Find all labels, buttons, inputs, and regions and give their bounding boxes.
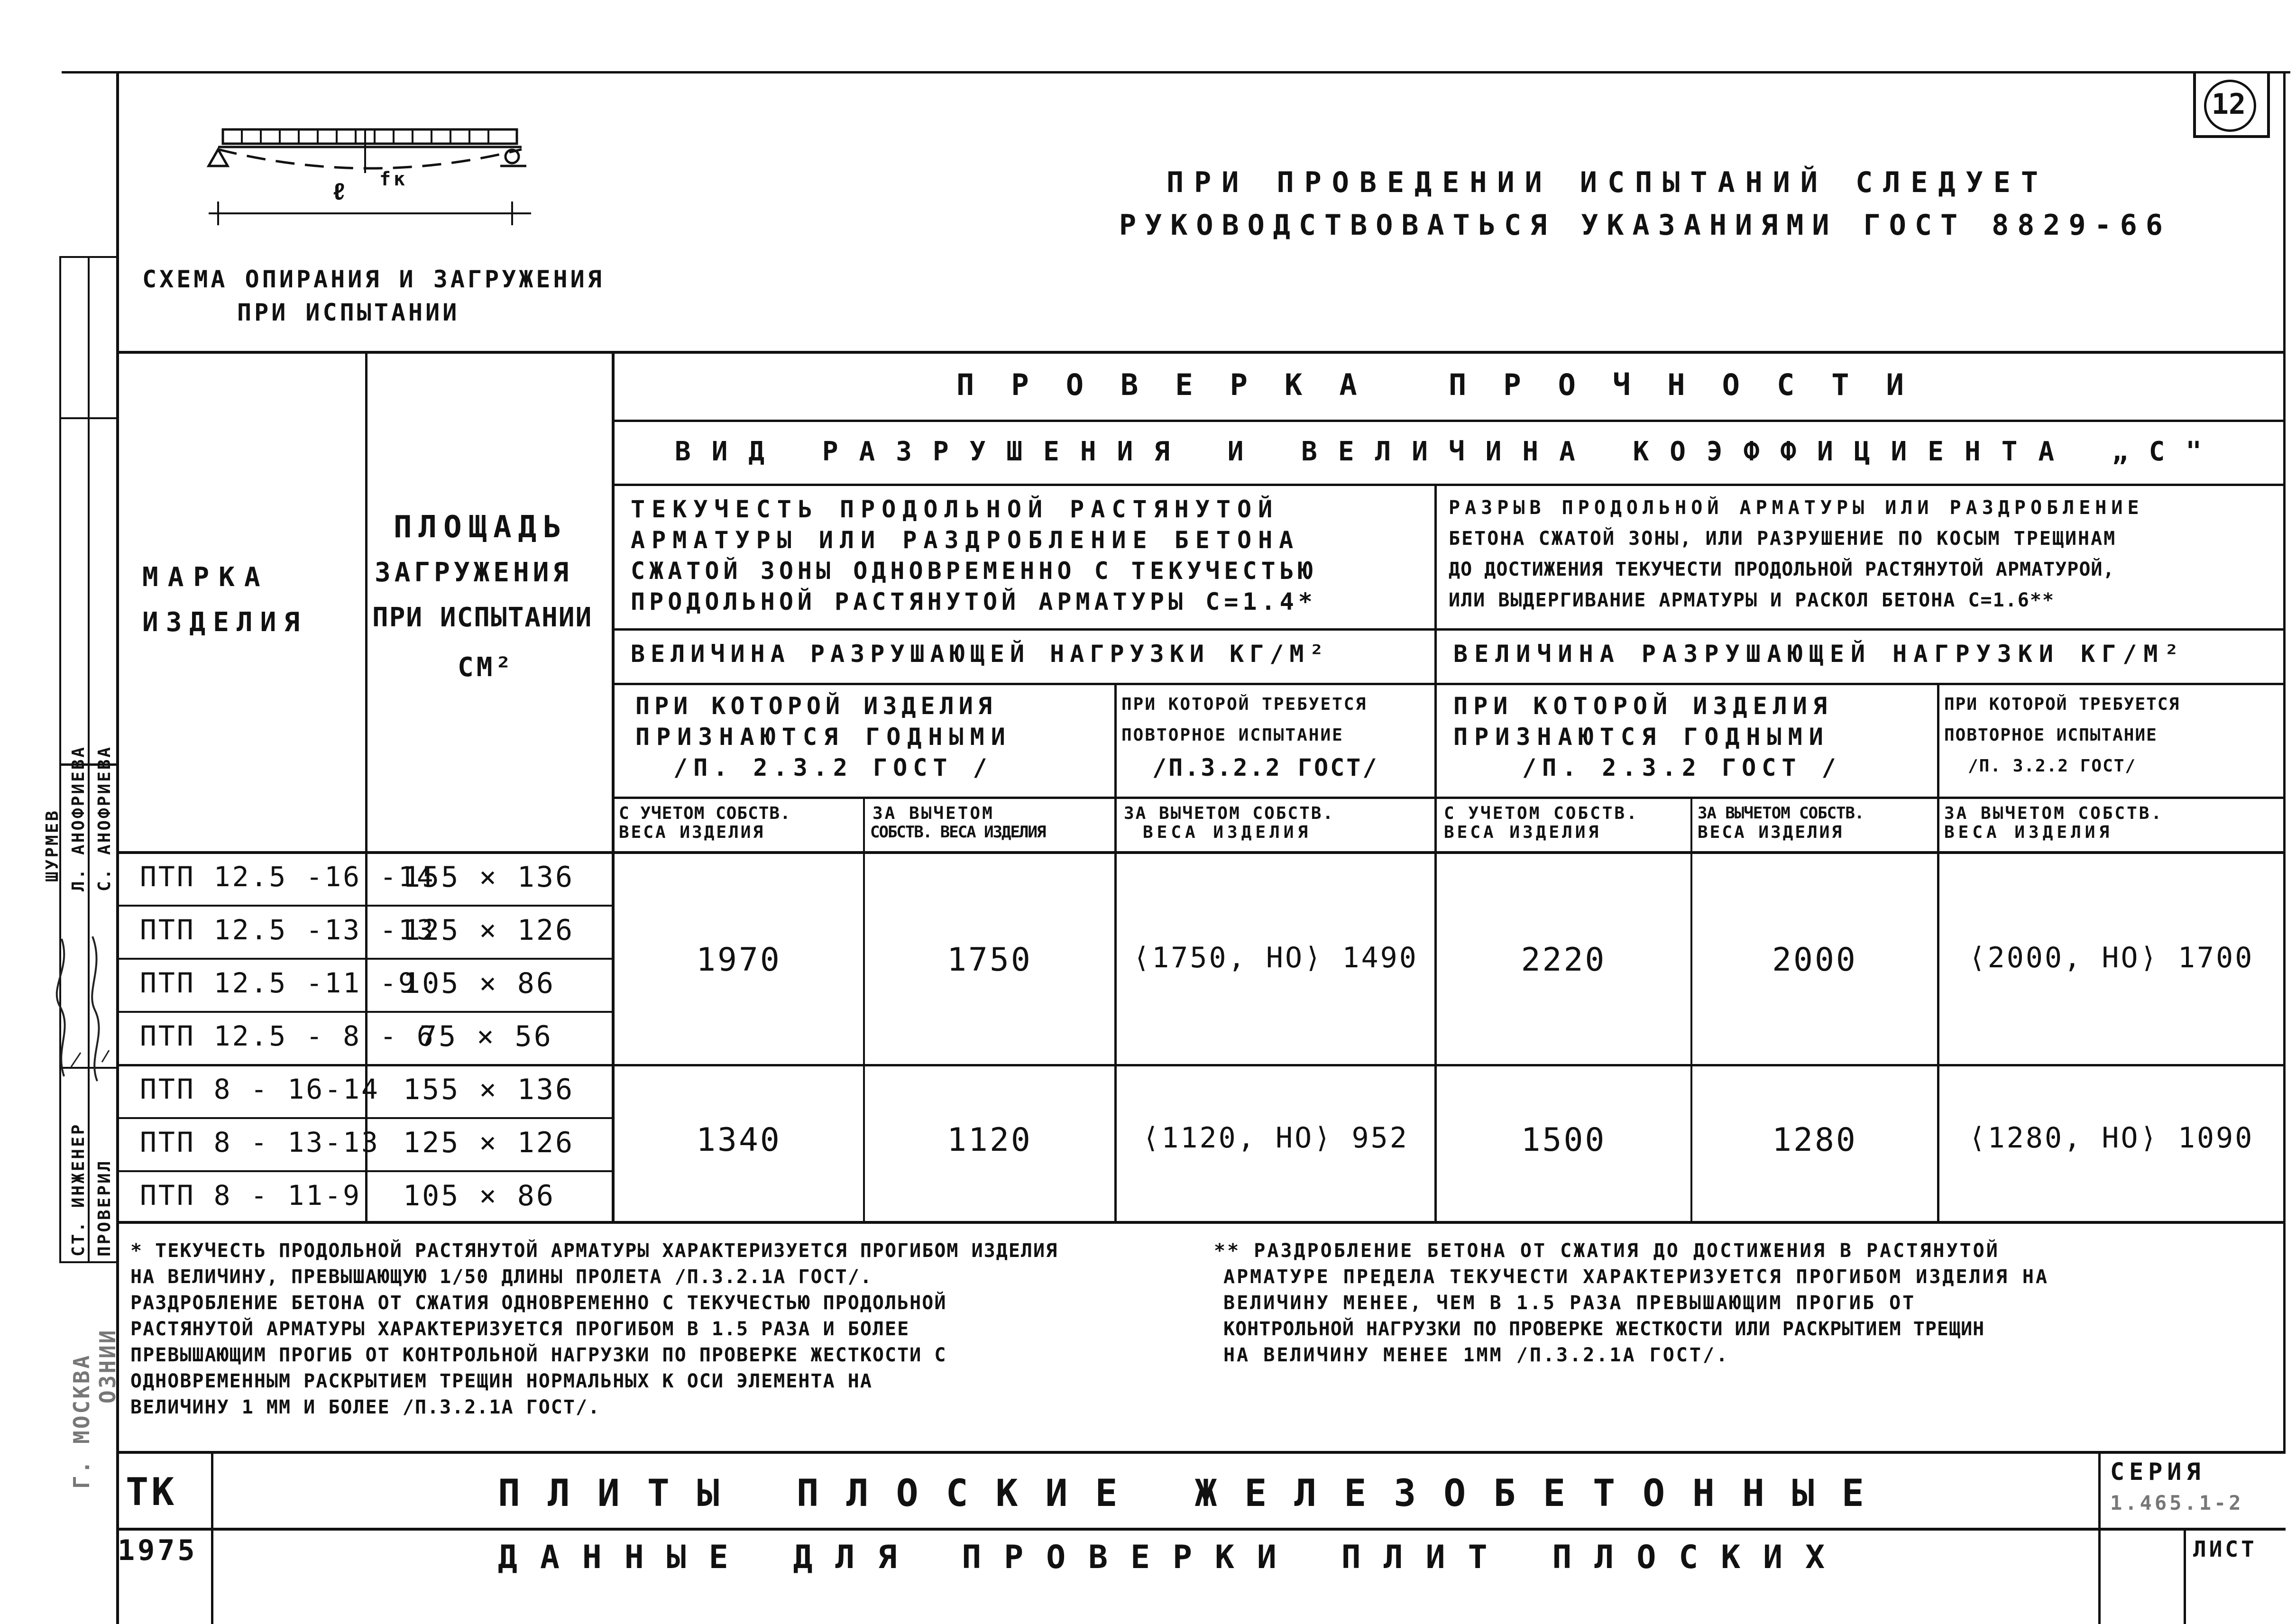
col-area-header-3: ПРИ ИСПЫТАНИИ [372, 602, 593, 633]
col-area-header-4: СМ² [458, 652, 514, 683]
scheme-caption-line2: ПРИ ИСПЫТАНИИ [237, 299, 460, 326]
signature-image [45, 925, 116, 1091]
right-border-top [2283, 71, 2286, 1451]
group-divider [116, 1064, 2286, 1066]
table-row-area: 125 × 126 [403, 1126, 575, 1159]
stamp-series-label: СЕРИЯ [2110, 1458, 2205, 1486]
col-area-header-1: ПЛОЩАДЬ [394, 510, 568, 545]
table-row-mark: ПТП 12.5 -13 -13 [140, 914, 435, 946]
stamp-title: ПЛИТЫ ПЛОСКИЕ ЖЕЛЕЗОБЕТОННЫЕ [498, 1472, 1892, 1515]
load-header-left: ВЕЛИЧИНА РАЗРУШАЮЩЕЙ НАГРУЗКИ КГ/М² [631, 640, 1330, 668]
instruction-line2: РУКОВОДСТВОВАТЬСЯ УКАЗАНИЯМИ ГОСТ 8829-66 [1119, 209, 2172, 242]
side-name-2: Л. АНОФРИЕВА [69, 745, 88, 891]
col-mark-header-1: МАРКА [142, 562, 270, 593]
table-row-area: 105 × 86 [403, 1179, 555, 1212]
value-retest-right: ⟨2000, НО⟩ 1700 [1968, 941, 2254, 974]
stamp-top-line [116, 1451, 2286, 1454]
table-title-strength: ПРОВЕРКА ПРОЧНОСТИ [956, 367, 1941, 402]
side-name-3: С. АНОФРИЕВА [95, 745, 114, 891]
instruction-line1: ПРИ ПРОВЕДЕНИИ ИСПЫТАНИЙ СЛЕДУЕТ [1166, 166, 2048, 199]
scheme-caption-line1: СХЕМА ОПИРАНИЯ И ЗАГРУЖЕНИЯ [142, 266, 605, 293]
table-row-mark: ПТП 12.5 - 8 - 6 [140, 1020, 435, 1052]
loading-scheme-diagram [199, 121, 550, 239]
side-role-1: СТ. ИНЖЕНЕР [69, 1122, 88, 1257]
side-org-1: Г. МОСКВА [69, 1353, 94, 1489]
side-org-2: ОЗНИИ [95, 1328, 120, 1404]
table-row-mark: ПТП 12.5 -11 -9 [140, 967, 417, 999]
table-row-mark: ПТП 8 - 13-13 [140, 1126, 380, 1158]
value-fit-with-weight: 1340 [696, 1121, 781, 1159]
page-number: 12 [2211, 88, 2246, 121]
stamp-subtitle: ДАННЫЕ ДЛЯ ПРОВЕРКИ ПЛИТ ПЛОСКИХ [498, 1539, 1848, 1576]
value-retest: ⟨1120, НО⟩ 952 [1142, 1121, 1409, 1155]
table-row-area: 155 × 136 [403, 861, 575, 894]
scheme-span-label: ℓ [332, 178, 349, 205]
value-fit-without-weight: 1120 [947, 1121, 1032, 1159]
table-bottom-line [116, 1221, 2286, 1224]
value-fit-without-weight: 1750 [947, 941, 1032, 979]
table-row-mark: ПТП 8 - 16-14 [140, 1073, 380, 1105]
stamp-year: 1975 [118, 1534, 198, 1567]
value-retest-right: ⟨1280, НО⟩ 1090 [1968, 1121, 2254, 1155]
col-mark-header-2: ИЗДЕЛИЯ [142, 607, 308, 638]
table-row-area: 75 × 56 [420, 1020, 553, 1053]
value-fit-without-weight-right: 2000 [1772, 941, 1857, 979]
stamp-left-cell: ТК [126, 1470, 177, 1514]
table-row-mark: ПТП 8 - 11-9 [140, 1179, 362, 1211]
table-row-area: 125 × 126 [403, 914, 575, 947]
value-retest: ⟨1750, НО⟩ 1490 [1133, 941, 1418, 974]
col-area-header-2: ЗАГРУЖЕНИЯ [375, 557, 573, 588]
value-fit-with-weight-right: 2220 [1521, 941, 1607, 979]
stamp-series-value: 1.465.1-2 [2110, 1491, 2244, 1514]
table-header-bottom [116, 851, 2286, 854]
stamp-sheet-label: ЛИСТ [2193, 1536, 2257, 1562]
table-title-fracture-mode: ВИД РАЗРУШЕНИЯ И ВЕЛИЧИНА КОЭФФИЦИЕНТА „С" [674, 436, 2223, 467]
value-fit-without-weight-right: 1280 [1772, 1121, 1857, 1159]
table-row-area: 105 × 86 [403, 967, 555, 1000]
table-row-mark: ПТП 12.5 -16 -14 [140, 861, 435, 893]
side-role-2: ПРОВЕРИЛ [95, 1159, 114, 1257]
table-row-area: 155 × 136 [403, 1073, 575, 1106]
side-name-1: ШУРМЕВ [43, 808, 62, 882]
value-fit-with-weight-right: 1500 [1521, 1121, 1607, 1159]
load-header-right: ВЕЛИЧИНА РАЗРУШАЮЩЕЙ НАГРУЗКИ КГ/М² [1453, 640, 2186, 668]
top-border [62, 71, 2290, 73]
scheme-deflection-label: fк [379, 168, 408, 190]
value-fit-with-weight: 1970 [696, 941, 781, 979]
table-top-line [116, 351, 2286, 354]
